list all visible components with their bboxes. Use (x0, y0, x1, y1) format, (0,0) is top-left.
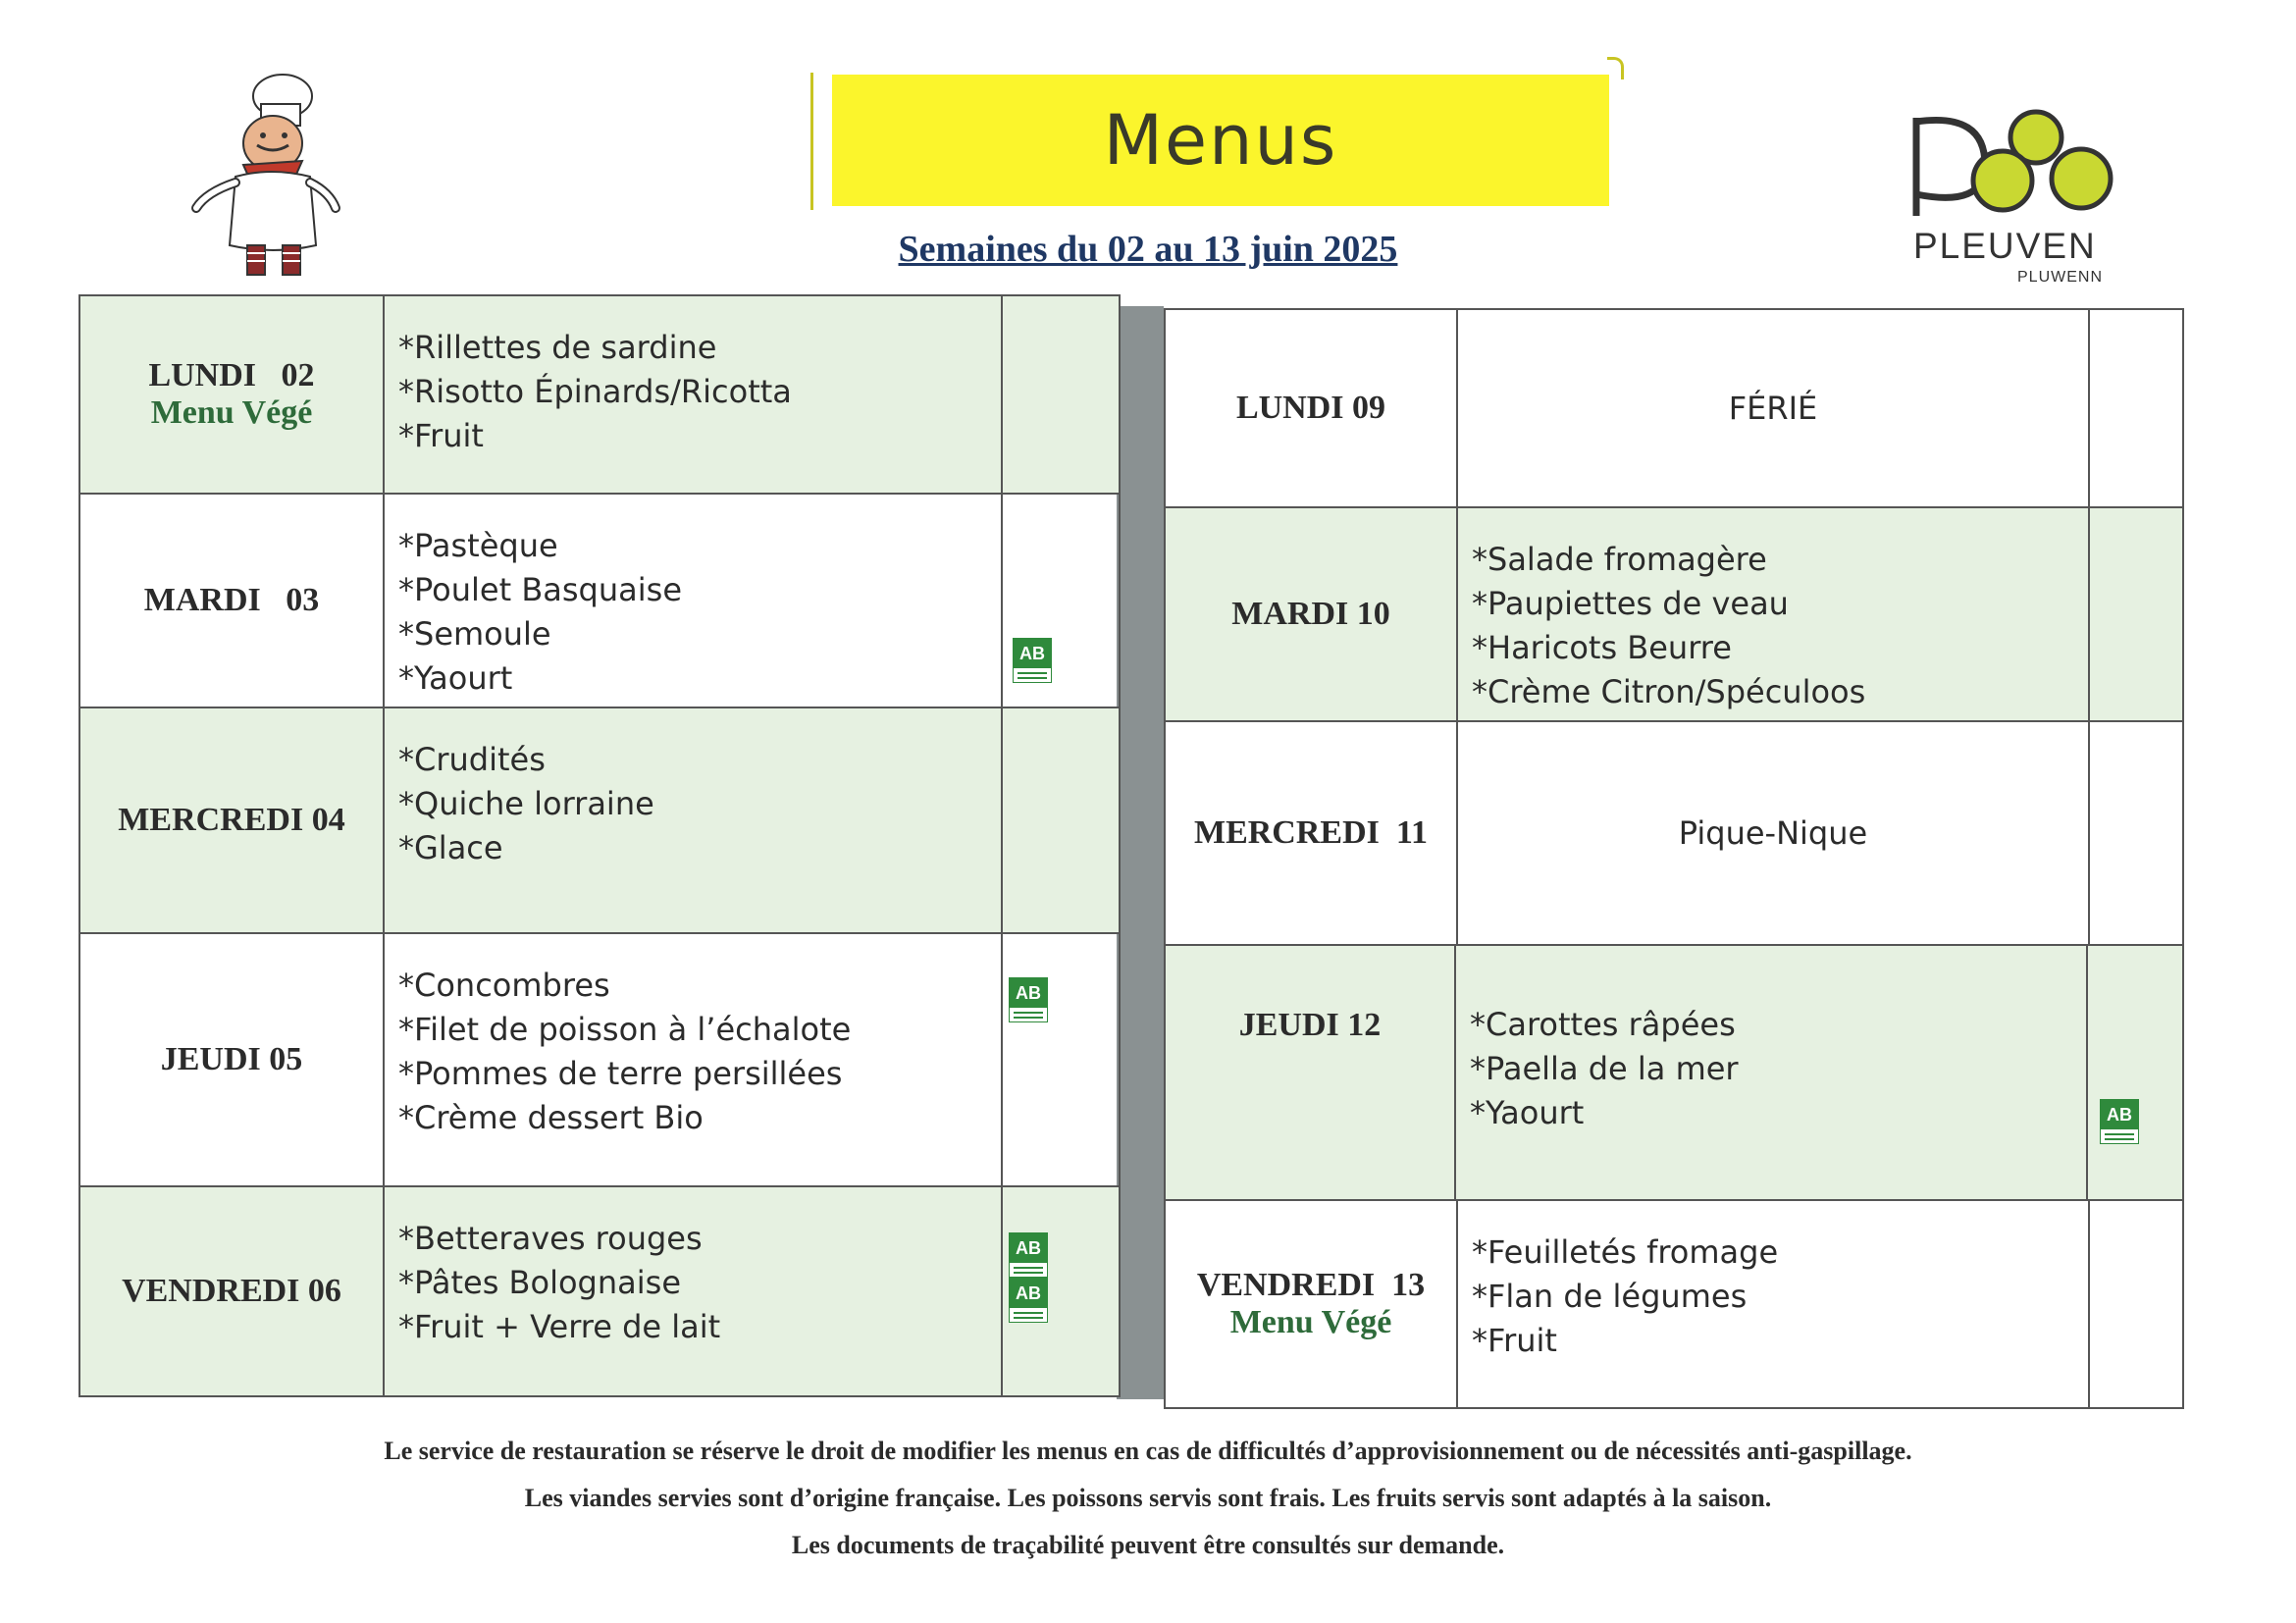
organic-ab-icon (1009, 1232, 1048, 1278)
organic-ab-icon (1013, 638, 1052, 683)
dish-item: *Poulet Basquaise (398, 571, 682, 608)
title-banner (832, 75, 1609, 206)
logo-name: PLEUVEN (1913, 226, 2097, 266)
dish-item: *Yaourt (398, 659, 513, 697)
ab-label: AB (2101, 1100, 2138, 1129)
bio-cell (2090, 508, 2182, 720)
bio-cell (2090, 310, 2182, 506)
dish-item: *Risotto Épinards/Ricotta (398, 373, 792, 410)
dish-item: *Rillettes de sardine (398, 329, 717, 366)
week1-table (78, 294, 1121, 1397)
bio-cell (1003, 1187, 1119, 1395)
page-title: Menus (1103, 100, 1338, 181)
day-cell (80, 1187, 385, 1395)
day-cell (80, 495, 385, 707)
table-row (1166, 1201, 2182, 1407)
dish-item: *Feuilletés fromage (1472, 1233, 1779, 1271)
day-label: JEUDI 12 (1238, 1007, 1382, 1043)
day-label: MERCREDI 04 (118, 802, 345, 838)
day-label: LUNDI 02 (148, 357, 315, 393)
dish-item: *Carottes râpées (1470, 1006, 1736, 1043)
bio-cell (1003, 708, 1119, 932)
dish-item: *Crème dessert Bio (398, 1099, 704, 1136)
logo-subname: PLUWENN (2017, 269, 2104, 286)
dish-item: *Paupiettes de veau (1472, 585, 1789, 622)
dish-item: *Fruit (1472, 1322, 1557, 1359)
dish-item: *Fruit + Verre de lait (398, 1308, 721, 1345)
bio-cell (2090, 722, 2182, 944)
dishes-cell (385, 495, 1003, 707)
organic-ab-icon (1009, 977, 1048, 1022)
organic-ab-icon (1009, 1278, 1048, 1323)
day-cell (1166, 1201, 1458, 1407)
day-label: LUNDI 09 (1235, 390, 1386, 426)
week2-table (1164, 308, 2184, 1409)
dish-item: *Crème Citron/Spéculoos (1472, 673, 1866, 710)
dish-item: *Betteraves rouges (398, 1220, 703, 1257)
dish-item: *Pastèque (398, 527, 558, 564)
table-row (1166, 946, 2182, 1201)
dish-item: *Crudités (398, 741, 546, 778)
dish-item: *Pommes de terre persillées (398, 1055, 843, 1092)
bio-cell (1003, 934, 1119, 1185)
bio-cell (1003, 296, 1119, 493)
day-label: VENDREDI 13 (1196, 1267, 1426, 1303)
vege-note: Menu Végé (150, 394, 313, 431)
dish-item: *Haricots Beurre (1472, 629, 1732, 666)
dish-item: *Semoule (398, 615, 551, 653)
dishes-cell (1458, 1201, 2090, 1407)
dishes-cell (1458, 310, 2090, 506)
table-row (1166, 722, 2182, 946)
day-cell (1166, 508, 1458, 720)
dish-item: *Quiche lorraine (398, 785, 654, 822)
table-row (80, 708, 1119, 934)
dish-item: *Pâtes Bolognaise (398, 1264, 681, 1301)
dish-item: *Glace (398, 829, 503, 866)
bio-cell (2088, 946, 2182, 1199)
dish-item: *Yaourt (1470, 1094, 1585, 1131)
table-row (80, 296, 1119, 495)
page-subtitle: Semaines du 02 au 13 juin 2025 (898, 229, 1398, 270)
day-cell (80, 296, 385, 493)
dish-item: *Flan de légumes (1472, 1278, 1748, 1315)
day-cell (1166, 310, 1458, 506)
bio-cell (1003, 495, 1119, 707)
banner-roll-right (1607, 57, 1624, 79)
table-row (80, 1187, 1119, 1395)
bio-cell (2090, 1201, 2182, 1407)
footer-line-3: Les documents de traçabilité peuvent être consultés sur demande. (791, 1531, 1505, 1559)
footer-line-2: Les viandes servies sont d’origine française. Les poissons servis sont frais. Les fruits servis sont adaptés à la saison. (524, 1484, 1772, 1512)
ab-label: AB (1010, 978, 1047, 1008)
dish-item: *Paella de la mer (1470, 1050, 1739, 1087)
day-label: JEUDI 05 (160, 1041, 303, 1077)
picnic-label: Pique-Nique (1678, 813, 1868, 852)
ab-label: AB (1010, 1279, 1047, 1308)
day-label: MARDI 03 (143, 582, 320, 618)
ab-label: AB (1010, 1233, 1047, 1263)
organic-ab-icon (2100, 1099, 2139, 1144)
dishes-cell (385, 1187, 1003, 1395)
dishes-cell (385, 296, 1003, 493)
dishes-cell (385, 934, 1003, 1185)
ab-label: AB (1014, 639, 1051, 668)
dish-item: *Filet de poisson à l’échalote (398, 1011, 852, 1048)
vege-note: Menu Végé (1229, 1304, 1392, 1340)
day-cell (80, 708, 385, 932)
week-separator (1117, 306, 1164, 1399)
dishes-cell (385, 708, 1003, 932)
day-label: MARDI 10 (1231, 596, 1390, 632)
table-row (80, 495, 1119, 708)
table-row (1166, 508, 2182, 722)
dish-item: *Concombres (398, 967, 610, 1004)
holiday-label: FÉRIÉ (1728, 389, 1818, 427)
day-cell (1166, 722, 1458, 944)
footer-line-1: Le service de restauration se réserve le droit de modifier les menus en cas de difficultés d’approvisionnement ou de nécessités anti-gaspillage. (384, 1437, 1912, 1465)
day-cell (80, 934, 385, 1185)
day-label: VENDREDI 06 (122, 1273, 341, 1309)
dishes-cell (1456, 946, 2088, 1199)
table-row (80, 934, 1119, 1187)
day-label: MERCREDI 11 (1193, 814, 1429, 851)
day-cell (1166, 946, 1456, 1199)
table-row (1166, 310, 2182, 508)
dishes-cell (1458, 722, 2090, 944)
dishes-cell (1458, 508, 2090, 720)
dish-item: *Salade fromagère (1472, 541, 1767, 578)
dish-item: *Fruit (398, 417, 484, 454)
